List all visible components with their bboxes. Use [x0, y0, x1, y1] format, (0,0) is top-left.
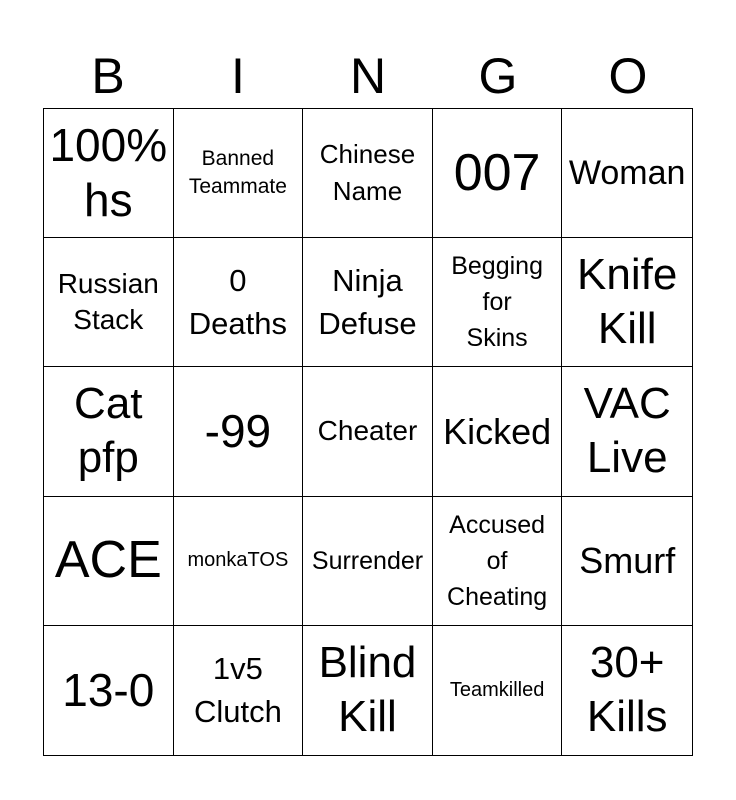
bingo-cell-text: Blind Kill: [318, 638, 417, 742]
bingo-cell-text: Woman: [568, 154, 686, 193]
bingo-cell-text: Begging for Skins: [451, 252, 543, 353]
bingo-cell-text: Smurf: [579, 540, 676, 582]
bingo-cell-text: Banned Teammate: [188, 147, 287, 199]
bingo-cell-r5-c1[interactable]: [44, 626, 174, 755]
bingo-cell-text: Cat pfp: [74, 379, 143, 483]
bingo-cell-r4-c2[interactable]: [174, 497, 304, 626]
bingo-cell-text: Surrender: [311, 546, 424, 575]
bingo-cell-text: -99: [204, 404, 272, 457]
bingo-cell-r4-c3[interactable]: [303, 497, 433, 626]
bingo-cell-r5-c5[interactable]: [562, 626, 692, 755]
header-letter-i: I: [231, 48, 245, 104]
header-letter-o: O: [608, 48, 648, 104]
header-letter-n: N: [349, 48, 387, 104]
bingo-cell-r5-c3[interactable]: [303, 626, 433, 755]
bingo-cell-text: 007: [453, 143, 541, 202]
bingo-cell-r5-c4[interactable]: [433, 626, 563, 755]
bingo-cell-text: Russian Stack: [57, 268, 159, 336]
bingo-cell-text: Chinese Name: [319, 139, 416, 207]
bingo-cell-text: Ninja Defuse: [318, 263, 417, 342]
header-letter-g: G: [478, 48, 518, 104]
bingo-cell-text: Cheater: [317, 415, 418, 447]
bingo-cell-text: 1v5 Clutch: [193, 651, 282, 730]
bingo-cell-r2-c1[interactable]: [44, 238, 174, 367]
bingo-cell-r3-c4[interactable]: [433, 367, 563, 496]
bingo-cell-text: 13-0: [62, 663, 155, 716]
bingo-cell-r3-c3[interactable]: [303, 367, 433, 496]
bingo-cell-r2-c5[interactable]: [562, 238, 692, 367]
bingo-cell-r4-c5[interactable]: [562, 497, 692, 626]
bingo-cell-r1-c2[interactable]: [174, 109, 304, 238]
bingo-board: [43, 108, 693, 756]
bingo-cell-r2-c2[interactable]: [174, 238, 304, 367]
bingo-cell-r1-c5[interactable]: [562, 109, 692, 238]
bingo-cell-r1-c3[interactable]: [303, 109, 433, 238]
bingo-cell-text: 0 Deaths: [188, 263, 287, 342]
bingo-cell-r1-c4[interactable]: [433, 109, 563, 238]
header-letter-b: B: [91, 48, 125, 104]
bingo-cell-r2-c4[interactable]: [433, 238, 563, 367]
bingo-cell-r3-c1[interactable]: [44, 367, 174, 496]
bingo-cell-r5-c2[interactable]: [174, 626, 304, 755]
bingo-cell-text: Kicked: [443, 410, 552, 452]
bingo-cell-r1-c1[interactable]: [44, 109, 174, 238]
bingo-cell-text: 30+ Kills: [586, 638, 668, 742]
bingo-cell-text: 100% hs: [49, 119, 168, 227]
bingo-cell-r3-c2[interactable]: [174, 367, 304, 496]
bingo-cell-r4-c4[interactable]: [433, 497, 563, 626]
bingo-cell-r4-c1[interactable]: [44, 497, 174, 626]
bingo-header: [43, 44, 693, 108]
bingo-cell-text: Knife Kill: [577, 250, 678, 354]
bingo-cell-r3-c5[interactable]: [562, 367, 692, 496]
bingo-cell-text: ACE: [54, 531, 162, 590]
bingo-cell-r2-c3[interactable]: [303, 238, 433, 367]
bingo-cell-text: Teamkilled: [449, 678, 545, 701]
bingo-cell-text: Accused of Cheating: [447, 510, 548, 611]
bingo-cell-text: monkaTOS: [187, 549, 289, 572]
bingo-cell-text: VAC Live: [583, 379, 671, 483]
